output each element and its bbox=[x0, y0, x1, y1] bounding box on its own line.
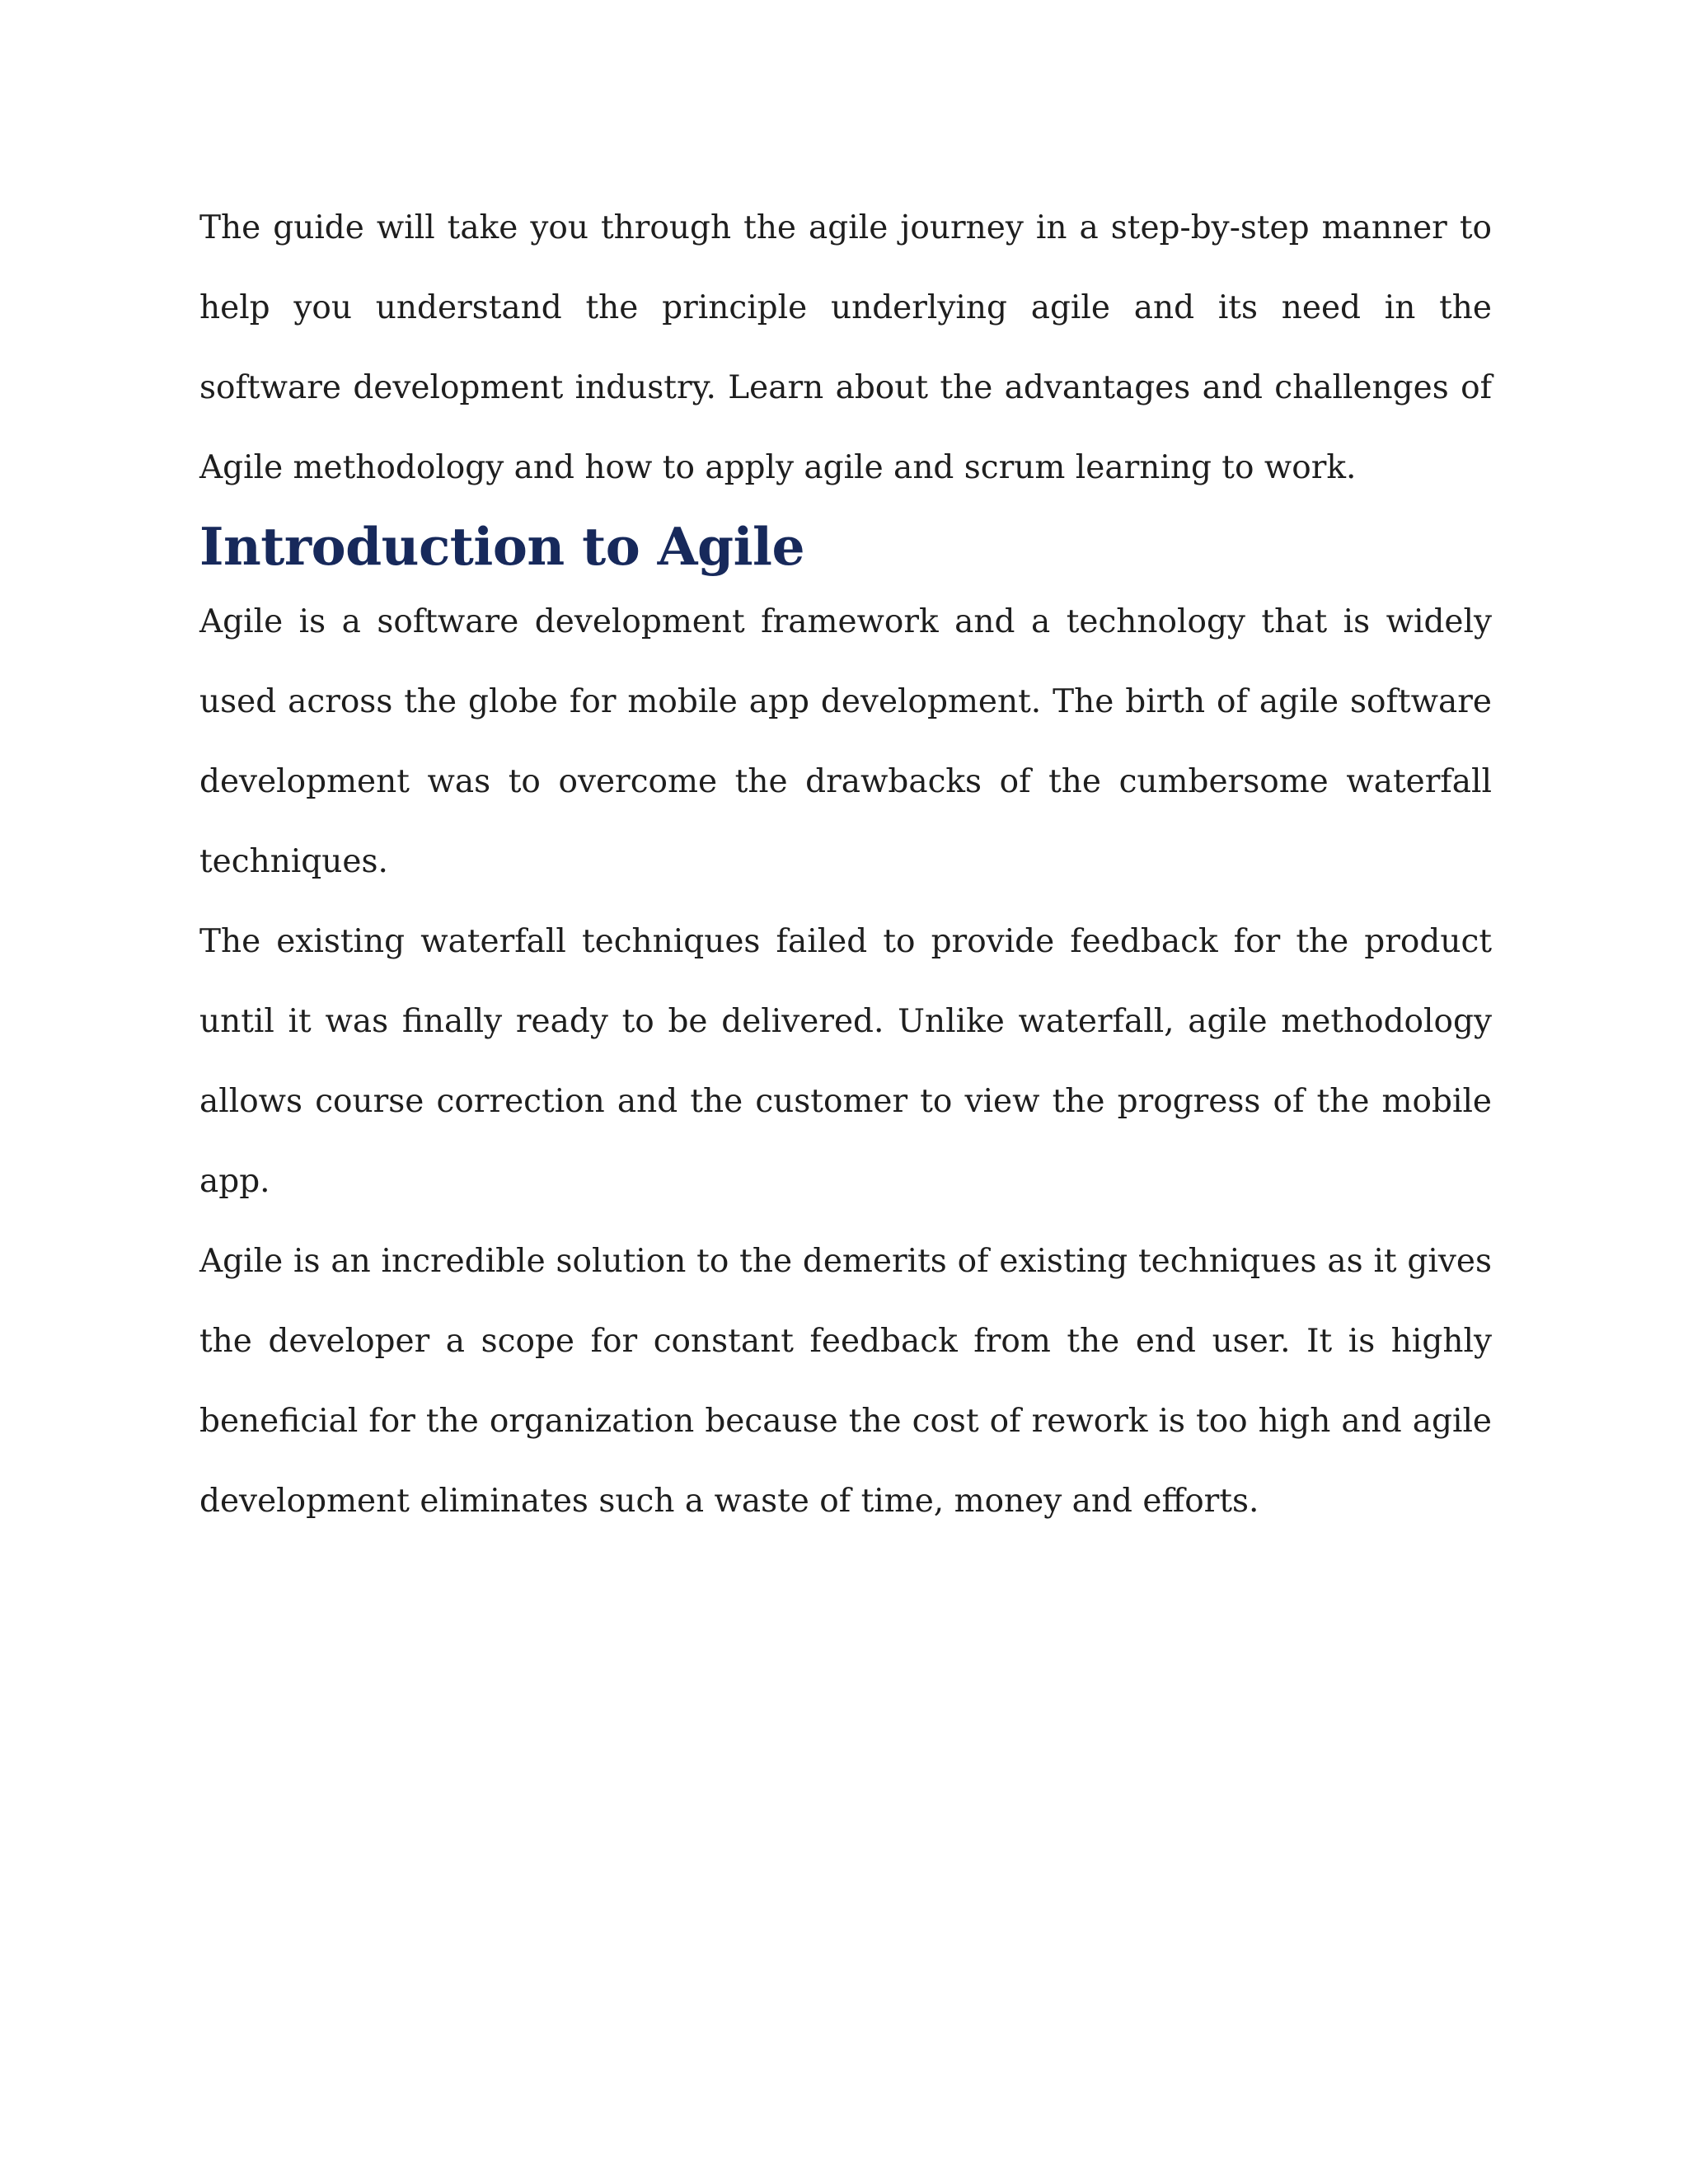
document-page bbox=[199, 188, 1492, 1541]
body-paragraph-3: Agile is an incredible solution to the demerits of existing techniques as it gives the developer a scope for constant feedback from the end user. It is highly beneficial for the organization because the cost of rework is too high and agile development eliminates such a waste of time, money and efforts. bbox=[199, 1243, 1492, 1520]
intro-paragraph: The guide will take you through the agile journey in a step-by-step manner to help you understand the principle underlying agile and its need in the software development industry. Learn about the advantages and challenges of Agile methodology and how to apply agile and scrum learning to work. bbox=[199, 209, 1492, 486]
section-heading: Introduction to Agile bbox=[199, 516, 805, 577]
body-paragraph-2: The existing waterfall techniques failed to provide feedback for the product until it was finally ready to be delivered. Unlike waterfall, agile methodology allows course correction and the customer to view the progress of the mobile app. bbox=[199, 923, 1492, 1200]
body-paragraph-1: Agile is a software development framework and a technology that is widely used across the globe for mobile app development. The birth of agile software development was to overcome the drawbacks of the cumbersome waterfall techniques. bbox=[199, 603, 1492, 880]
